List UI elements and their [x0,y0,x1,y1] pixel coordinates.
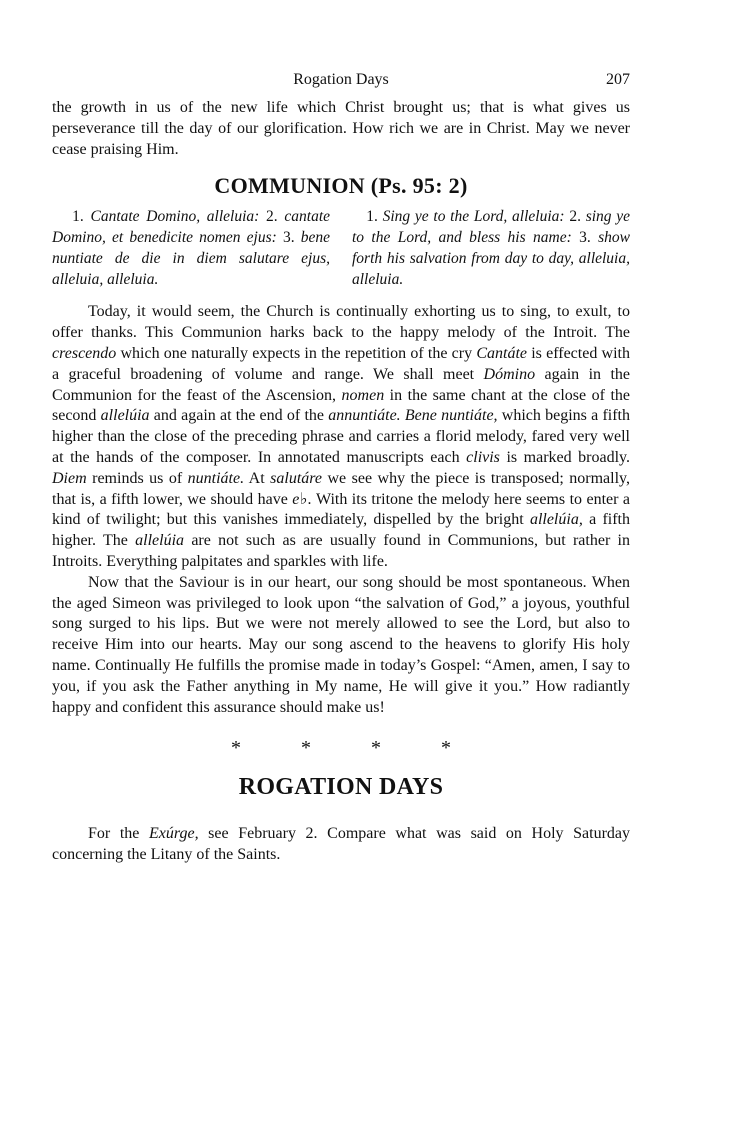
text-run: we see why the piece is transposed; normally, that is, a fifth lower, we should have [52,469,630,508]
verse-number: 3. [579,228,591,246]
italic-term: Exúrge, [148,824,199,842]
communion-heading: COMMUNION (Ps. 95: 2) [214,173,468,199]
italic-term: allelúia [100,407,150,425]
text-run: is effected with a graceful broadening of volume and range. We shall meet [52,344,630,383]
communion-text [52,207,630,290]
asterisk: * [441,737,451,760]
asterisk: * [301,737,311,760]
verse-number: 3. [282,228,295,246]
text-run: again in the Communion for the feast of the Ascension, [52,365,630,404]
latin-verse-3: bene nuntiate de die in diem salutare ejus, alleluia, alleluia. [52,228,331,288]
running-title: Rogation Days [293,71,389,88]
italic-term: nuntiáte. [187,469,245,487]
latin-verse-1: Cantate Domino, alleluia: [90,208,260,226]
text-run: are not such as are usually found in Communions, but rather in Introits. Everything palpitates and sparkles with life. [52,532,630,570]
italic-term: nomen [341,386,385,404]
italic-term: allelúia [135,532,185,550]
text-run: which one naturally expects in the repetition of the cry [116,344,477,362]
english-verse-1: Sing ye to the Lord, alleluia: [382,208,565,226]
text-run: see February 2. Compare what was said on Holy Saturday concerning the Litany of the Saints. [52,824,630,863]
english-verse-2: sing ye to the Lord, and bless his name: [352,208,631,246]
verse-number: 1. [72,208,84,226]
text-run: is marked broadly. [499,448,631,466]
verse-number: 1. [366,208,378,226]
text-run: Today, it would seem, the Church is continually exhorting us to sing, to exult, to offer thanks. This Communion harks back to the happy melody of the Introit. The [52,303,630,342]
latin-verse-2: cantate Domino, et benedicite nomen ejus: [52,208,331,246]
italic-term: e♭. [292,490,312,508]
english-verse-3: show forth his salvation from day to day, alleluia, alleluia. [352,228,630,288]
asterisk: * [231,737,241,760]
verse-number: 2. [266,208,278,226]
text-run: With its tritone the melody here seems to enter a kind of twilight; but this vanishes immediately, dispelled by the bright [52,490,630,529]
intro-paragraph: the growth in us of the new life which Christ brought us; that is what gives us perseverance till the day of our glorification. How rich we are in Christ. May we never cease praising Him. [52,99,630,158]
running-header [52,70,630,92]
text-run: which begins a fifth higher than the close of the preceding phrase and carries a florid melody, fared very well at the hands of the composer. In annotated manuscripts each [52,407,631,466]
asterisk: * [371,737,381,760]
italic-term: salutáre [270,469,323,487]
commentary-paragraph-2: Now that the Saviour is in our heart, our song should be most spontaneous. When the aged Simeon was privileged to look upon “the salvation of God,” a joyous, youthful song surged to his lips. But we were not merely allowed to see the Lord, but also to receive Him into our hearts. May our song ascend to the heavens to glorify His holy name. Continually He fulfills the promise made in today’s Gospel: “Amen, amen, I say to you, if you ask the Father anything in My name, He will give it you.” How radiantly happy and confident this assurance should make us! [52,573,630,716]
text-run: For the [88,824,149,842]
italic-term: Cantáte [476,344,527,362]
italic-term: Diem [52,469,87,487]
italic-term: annuntiáte. [328,407,401,425]
text-run: a fifth higher. The [52,511,630,550]
section-separator [52,738,630,759]
text-run: in the same chant at the close of the second [52,386,631,425]
latin-column [52,207,330,290]
italic-term: allelúia, [529,511,583,529]
italic-term: clivis [466,448,500,466]
english-column [352,207,630,290]
commentary-paragraph-1 [52,302,630,572]
text-run: At [244,469,271,487]
italic-term: Bene nuntiáte, [404,407,498,425]
page-number: 207 [606,71,630,88]
book-page [52,70,630,866]
italic-term: Dómino [483,365,536,383]
text-run: reminds us of [86,469,188,487]
rogation-paragraph [52,824,630,866]
rogation-heading: ROGATION DAYS [238,774,444,801]
verse-number: 2. [569,208,581,226]
italic-term: crescendo [52,344,117,362]
text-run: and again at the end of the [149,407,329,425]
